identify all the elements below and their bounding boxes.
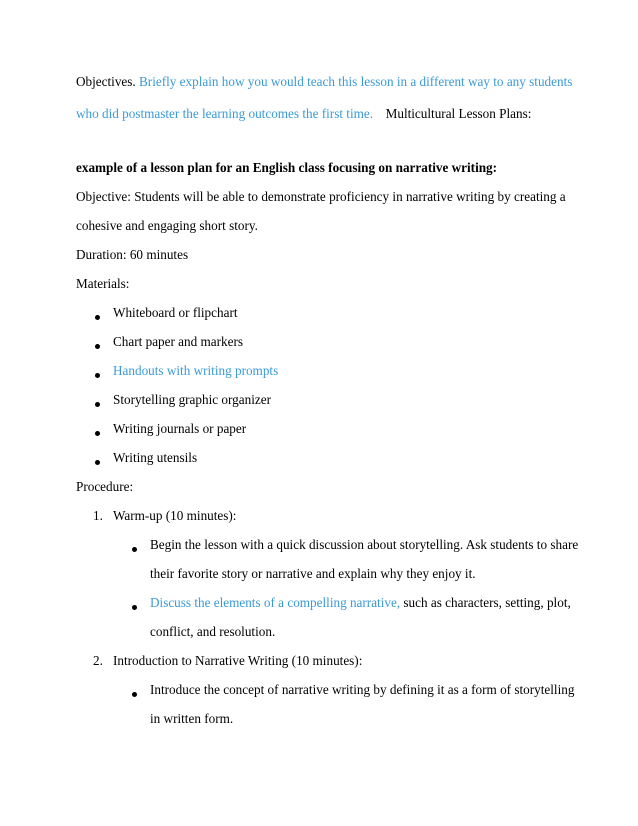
compelling-narrative-link[interactable]: Discuss the elements of a compelling narrative, bbox=[150, 595, 401, 610]
bullet-dot bbox=[95, 344, 100, 349]
teach-differently-link-cont[interactable]: who did postmaster the learning outcomes the first time. bbox=[76, 106, 374, 121]
sub-item-line-2: conflict, and resolution. bbox=[150, 624, 276, 639]
step-number: 1. bbox=[93, 508, 103, 523]
material-item: Chart paper and markers bbox=[113, 334, 243, 349]
objectives-label: Objectives. bbox=[76, 74, 136, 89]
bullet-dot bbox=[132, 547, 137, 552]
objective-line-1: Objective: Students will be able to demonstrate proficiency in narrative writing by creating a bbox=[76, 189, 566, 204]
step-title: Warm-up (10 minutes): bbox=[113, 508, 237, 523]
bullet-dot bbox=[132, 692, 137, 697]
bullet-dot bbox=[95, 373, 100, 378]
multicultural-lesson-plans-text: Multicultural Lesson Plans: bbox=[385, 106, 532, 121]
material-item: Whiteboard or flipchart bbox=[113, 305, 238, 320]
writing-prompts-link[interactable]: Handouts with writing prompts bbox=[113, 363, 279, 378]
sub-item-line-2: their favorite story or narrative and explain why they enjoy it. bbox=[150, 566, 476, 581]
intro-line-2 bbox=[76, 106, 531, 122]
bullet-dot bbox=[95, 315, 100, 320]
material-item: Writing utensils bbox=[113, 450, 198, 465]
materials-label: Materials: bbox=[76, 276, 130, 291]
bullet-dot bbox=[95, 431, 100, 436]
sub-item-rest: such as characters, setting, plot, bbox=[403, 595, 571, 610]
step-title: Introduction to Narrative Writing (10 minutes): bbox=[113, 653, 363, 668]
bullet-dot bbox=[95, 402, 100, 407]
lesson-heading: example of a lesson plan for an English class focusing on narrative writing: bbox=[76, 160, 498, 175]
sub-item-line-2: in written form. bbox=[150, 711, 234, 726]
intro-line-1 bbox=[76, 74, 572, 90]
teach-differently-link[interactable]: Briefly explain how you would teach this lesson in a different way to any students bbox=[139, 74, 573, 89]
material-item: Storytelling graphic organizer bbox=[113, 392, 271, 407]
objective-line-2: cohesive and engaging short story. bbox=[76, 218, 258, 233]
material-item: Writing journals or paper bbox=[113, 421, 247, 436]
sub-item-line-1 bbox=[150, 595, 571, 611]
duration-text: Duration: 60 minutes bbox=[76, 247, 189, 262]
step-number: 2. bbox=[93, 653, 103, 668]
sub-item-line-1: Introduce the concept of narrative writing by defining it as a form of storytelling bbox=[150, 682, 575, 697]
procedure-label: Procedure: bbox=[76, 479, 134, 494]
bullet-dot bbox=[95, 460, 100, 465]
sub-item-line-1: Begin the lesson with a quick discussion about storytelling. Ask students to share bbox=[150, 537, 579, 552]
bullet-dot bbox=[132, 605, 137, 610]
